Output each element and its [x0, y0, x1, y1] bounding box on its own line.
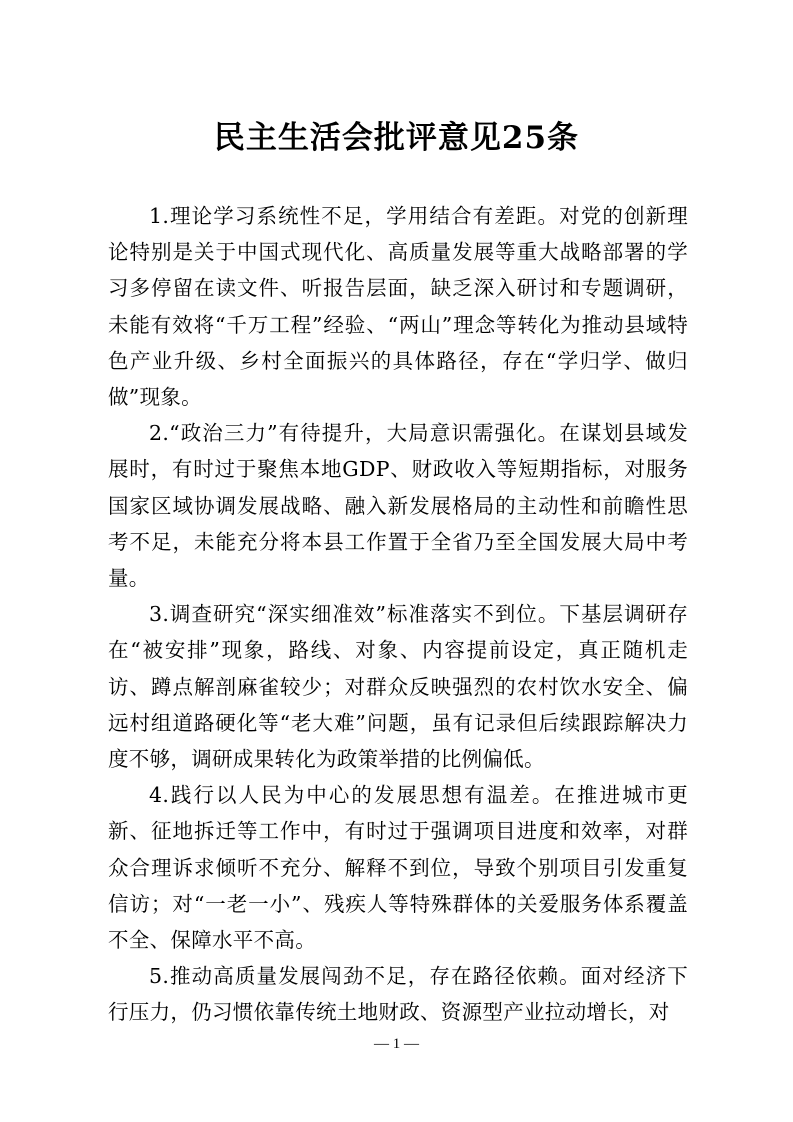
paragraph-2: 2.“政治三力”有待提升，大局意识需强化。在谋划县域发展时，有时过于聚焦本地GDP、财政收入等短期指标，对服务国家区域协调发展战略、融入新发展格局的主动性和前瞻性思考不足，未能充分将本县工作置于全省乃至全国发展大局中考量。 [108, 421, 688, 591]
paragraph-5: 5.推动高质量发展闯劲不足，存在路径依赖。面对经济下行压力，仍习惯依靠传统土地财政、资源型产业拉动增长，对 [108, 964, 688, 1025]
document-body [108, 198, 688, 1031]
document-title: 民主生活会批评意见25条 [213, 120, 580, 156]
paragraph-3: 3.调查研究“深实细准效”标准落实不到位。下基层调研存在“被安排”现象，路线、对象、内容提前设定，真正随机走访、蹲点解剖麻雀较少；对群众反映强烈的农村饮水安全、偏远村组道路硬化等“老大难”问题，虽有记录但后续跟踪解决力度不够，调研成果转化为政策举措的比例偏低。 [108, 602, 688, 772]
page-number: — 1 — [374, 1036, 419, 1052]
paragraph-1: 1.理论学习系统性不足，学用结合有差距。对党的创新理论特别是关于中国式现代化、高质量发展等重大战略部署的学习多停留在读文件、听报告层面，缺乏深入研讨和专题调研，未能有效将“千万工程”经验、“两山”理念等转化为推动县域特色产业升级、乡村全面振兴的具体路径，存在“学归学、做归做”现象。 [108, 204, 688, 410]
paragraph-4: 4.践行以人民为中心的发展思想有温差。在推进城市更新、征地拆迁等工作中，有时过于强调项目进度和效率，对群众合理诉求倾听不充分、解释不到位，导致个别项目引发重复信访；对“一老一小”、残疾人等特殊群体的关爱服务体系覆盖不全、保障水平不高。 [108, 783, 688, 953]
